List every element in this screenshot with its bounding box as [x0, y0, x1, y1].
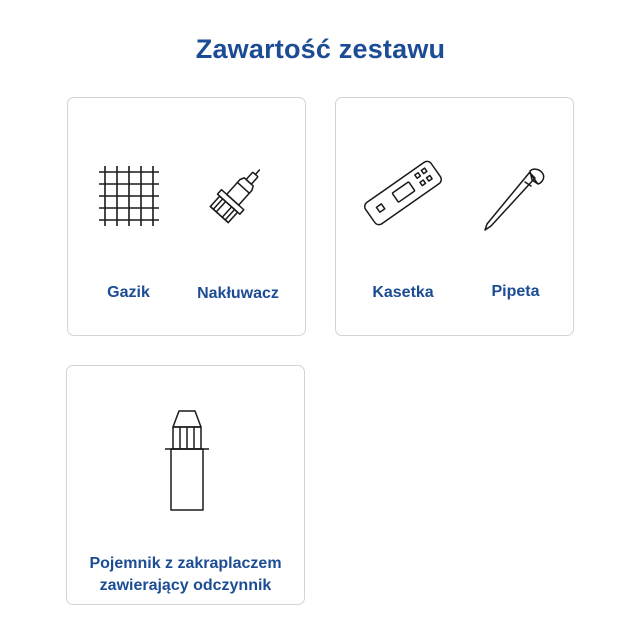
gauze-grid-icon [97, 164, 161, 228]
item-label-cassette: Kasetka [372, 284, 434, 301]
pipette-icon [479, 166, 549, 236]
lancet-icon [201, 161, 271, 231]
item-label-dropper-bottle: Pojemnik z zakraplaczem zawierający odczynnik [89, 555, 282, 594]
kit-item-card-2 [335, 97, 574, 336]
test-cassette-icon [358, 148, 448, 238]
dropper-bottle-icon [163, 409, 211, 513]
item-label-lancet: Nakłuwacz [197, 285, 279, 302]
item-label-gauze: Gazik [107, 284, 150, 301]
kit-item-card-1 [67, 97, 306, 336]
page-title: Zawartość zestawu [195, 34, 446, 64]
kit-item-card-3 [66, 365, 305, 605]
item-label-pipette: Pipeta [491, 283, 540, 300]
